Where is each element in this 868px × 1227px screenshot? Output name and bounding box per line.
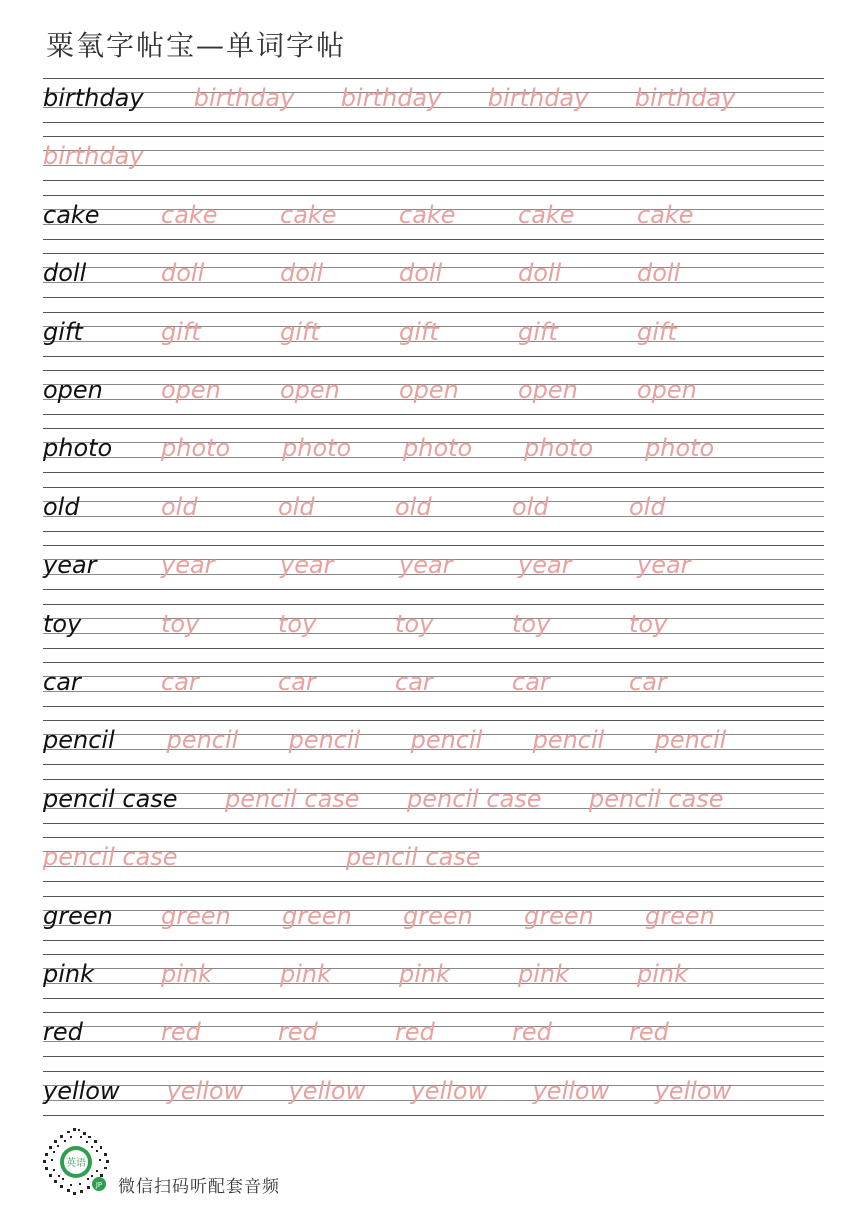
trace-word: photo	[645, 434, 715, 463]
guide-line	[43, 764, 824, 765]
writing-row	[43, 428, 824, 472]
trace-word: photo	[282, 434, 352, 463]
guide-line	[43, 487, 824, 488]
trace-word: toy	[278, 609, 317, 638]
writing-row	[43, 604, 824, 648]
model-word: cake	[43, 200, 100, 229]
guide-line	[43, 1071, 824, 1072]
guide-line	[43, 472, 824, 473]
guide-line	[43, 531, 824, 532]
model-word: year	[43, 551, 97, 580]
trace-word: old	[512, 492, 549, 521]
guide-line	[43, 122, 824, 123]
trace-word: doll	[280, 259, 324, 288]
trace-word: gift	[280, 317, 320, 346]
model-word: open	[43, 376, 103, 404]
trace-word: open	[399, 376, 459, 404]
trace-word: birthday	[193, 84, 295, 112]
trace-word: car	[629, 668, 667, 696]
trace-word: gift	[399, 317, 439, 346]
guide-line	[43, 370, 824, 371]
guide-line	[43, 604, 824, 605]
guide-line	[43, 940, 824, 941]
trace-word: doll	[161, 259, 205, 288]
guide-line	[43, 823, 824, 824]
guide-line	[43, 662, 824, 663]
model-word: pencil case	[43, 784, 178, 813]
model-word: car	[43, 668, 81, 696]
trace-word: pink	[161, 960, 213, 988]
writing-row	[43, 195, 824, 239]
trace-word: pencil	[532, 726, 605, 755]
trace-word: year	[399, 551, 453, 580]
trace-word: year	[161, 551, 215, 580]
trace-word: old	[629, 492, 666, 521]
guide-line	[43, 180, 824, 181]
model-word: pink	[43, 960, 95, 988]
guide-line	[43, 150, 824, 151]
trace-word: red	[512, 1018, 552, 1047]
writing-row	[43, 837, 824, 881]
guide-line	[43, 78, 824, 79]
writing-row	[43, 662, 824, 706]
guide-line	[43, 720, 824, 721]
writing-row	[43, 312, 824, 356]
trace-word: year	[518, 551, 572, 580]
trace-word: year	[280, 551, 334, 580]
model-word: gift	[43, 317, 83, 346]
model-word: green	[43, 901, 113, 930]
qr-corner-badge: JP	[95, 1181, 103, 1189]
guide-line	[43, 545, 824, 546]
model-word: doll	[43, 259, 87, 288]
trace-word: year	[637, 551, 691, 580]
guide-line	[43, 648, 824, 649]
guide-line	[43, 1056, 824, 1057]
model-word: old	[43, 492, 80, 521]
guide-line	[43, 312, 824, 313]
trace-word: pencil case	[43, 843, 178, 872]
trace-word: doll	[518, 259, 562, 288]
guide-line	[43, 428, 824, 429]
trace-word: old	[278, 492, 315, 521]
guide-line	[43, 253, 824, 254]
trace-word: birthday	[487, 84, 589, 112]
guide-line	[43, 837, 824, 838]
trace-word: old	[395, 492, 432, 521]
trace-word: toy	[629, 609, 668, 638]
trace-word: birthday	[340, 84, 442, 112]
writing-row	[43, 779, 824, 823]
model-word: pencil	[43, 726, 115, 755]
trace-word: car	[395, 668, 433, 696]
trace-word: red	[161, 1018, 201, 1047]
guide-line	[43, 136, 824, 137]
model-word: birthday	[43, 84, 144, 112]
trace-word: toy	[161, 609, 200, 638]
guide-line	[43, 239, 824, 240]
guide-line	[43, 297, 824, 298]
guide-line	[43, 1012, 824, 1013]
trace-word: pencil	[288, 726, 361, 755]
trace-word: red	[629, 1018, 669, 1047]
trace-word: green	[524, 901, 594, 930]
trace-word: open	[518, 376, 578, 404]
model-word: toy	[43, 609, 82, 638]
trace-word: yellow	[410, 1076, 488, 1105]
trace-word: car	[278, 668, 316, 696]
trace-word: green	[161, 901, 231, 930]
trace-word: cake	[518, 200, 575, 229]
qr-code-icon[interactable]	[40, 1126, 112, 1198]
trace-word: photo	[161, 434, 231, 463]
writing-row	[43, 487, 824, 531]
guide-line	[43, 356, 824, 357]
guide-line	[43, 706, 824, 707]
trace-word: pencil	[166, 726, 239, 755]
trace-word: toy	[395, 609, 434, 638]
trace-word: cake	[399, 200, 456, 229]
guide-line	[43, 195, 824, 196]
trace-word: pencil case	[589, 784, 724, 813]
trace-word: pencil case	[225, 784, 360, 813]
trace-word: birthday	[634, 84, 736, 112]
trace-word: green	[645, 901, 715, 930]
guide-line	[43, 896, 824, 897]
guide-line	[43, 954, 824, 955]
trace-word: pink	[399, 960, 451, 988]
guide-line	[43, 589, 824, 590]
trace-word: doll	[637, 259, 681, 288]
trace-word: green	[282, 901, 352, 930]
writing-row	[43, 78, 824, 122]
trace-word: pencil case	[407, 784, 542, 813]
trace-word: gift	[637, 317, 677, 346]
trace-word: gift	[161, 317, 201, 346]
trace-word: cake	[637, 200, 694, 229]
trace-word: photo	[403, 434, 473, 463]
trace-word: yellow	[532, 1076, 610, 1105]
trace-word: photo	[524, 434, 594, 463]
guide-line	[43, 779, 824, 780]
writing-row	[43, 720, 824, 764]
writing-row	[43, 136, 824, 180]
footer	[40, 1126, 440, 1198]
trace-word: red	[278, 1018, 318, 1047]
writing-row	[43, 253, 824, 297]
trace-word: pink	[518, 960, 570, 988]
guide-line	[43, 1115, 824, 1116]
writing-row	[43, 896, 824, 940]
trace-word: green	[403, 901, 473, 930]
trace-word: car	[512, 668, 550, 696]
guide-line	[43, 165, 824, 166]
trace-word: open	[637, 376, 697, 404]
model-word: photo	[43, 434, 113, 463]
guide-line	[43, 881, 824, 882]
trace-word: birthday	[43, 142, 144, 171]
trace-word: pink	[280, 960, 332, 988]
trace-word: yellow	[654, 1076, 732, 1105]
trace-word: pencil	[410, 726, 483, 755]
page-title: 粟氧字帖宝—单词字帖	[46, 29, 347, 62]
trace-word: yellow	[288, 1076, 366, 1105]
writing-row	[43, 370, 824, 414]
trace-word: doll	[399, 259, 443, 288]
writing-row	[43, 1012, 824, 1056]
model-word: yellow	[43, 1076, 120, 1105]
trace-word: cake	[161, 200, 218, 229]
trace-word: open	[280, 376, 340, 404]
qr-badge-text: 英语	[66, 1158, 86, 1169]
trace-word: yellow	[166, 1076, 244, 1105]
trace-word: gift	[518, 317, 558, 346]
trace-word: cake	[280, 200, 337, 229]
trace-word: open	[161, 376, 221, 404]
trace-word: pink	[637, 960, 689, 988]
trace-word: toy	[512, 609, 551, 638]
qr-caption: 微信扫码听配套音频	[118, 1177, 280, 1197]
trace-word: pencil	[654, 726, 727, 755]
trace-word: car	[161, 668, 199, 696]
trace-word: pencil case	[346, 843, 481, 872]
writing-row	[43, 545, 824, 589]
trace-word: old	[161, 492, 198, 521]
model-word: red	[43, 1018, 83, 1047]
guide-line	[43, 414, 824, 415]
guide-line	[43, 998, 824, 999]
writing-row	[43, 954, 824, 998]
writing-row	[43, 1071, 824, 1115]
trace-word: red	[395, 1018, 435, 1047]
